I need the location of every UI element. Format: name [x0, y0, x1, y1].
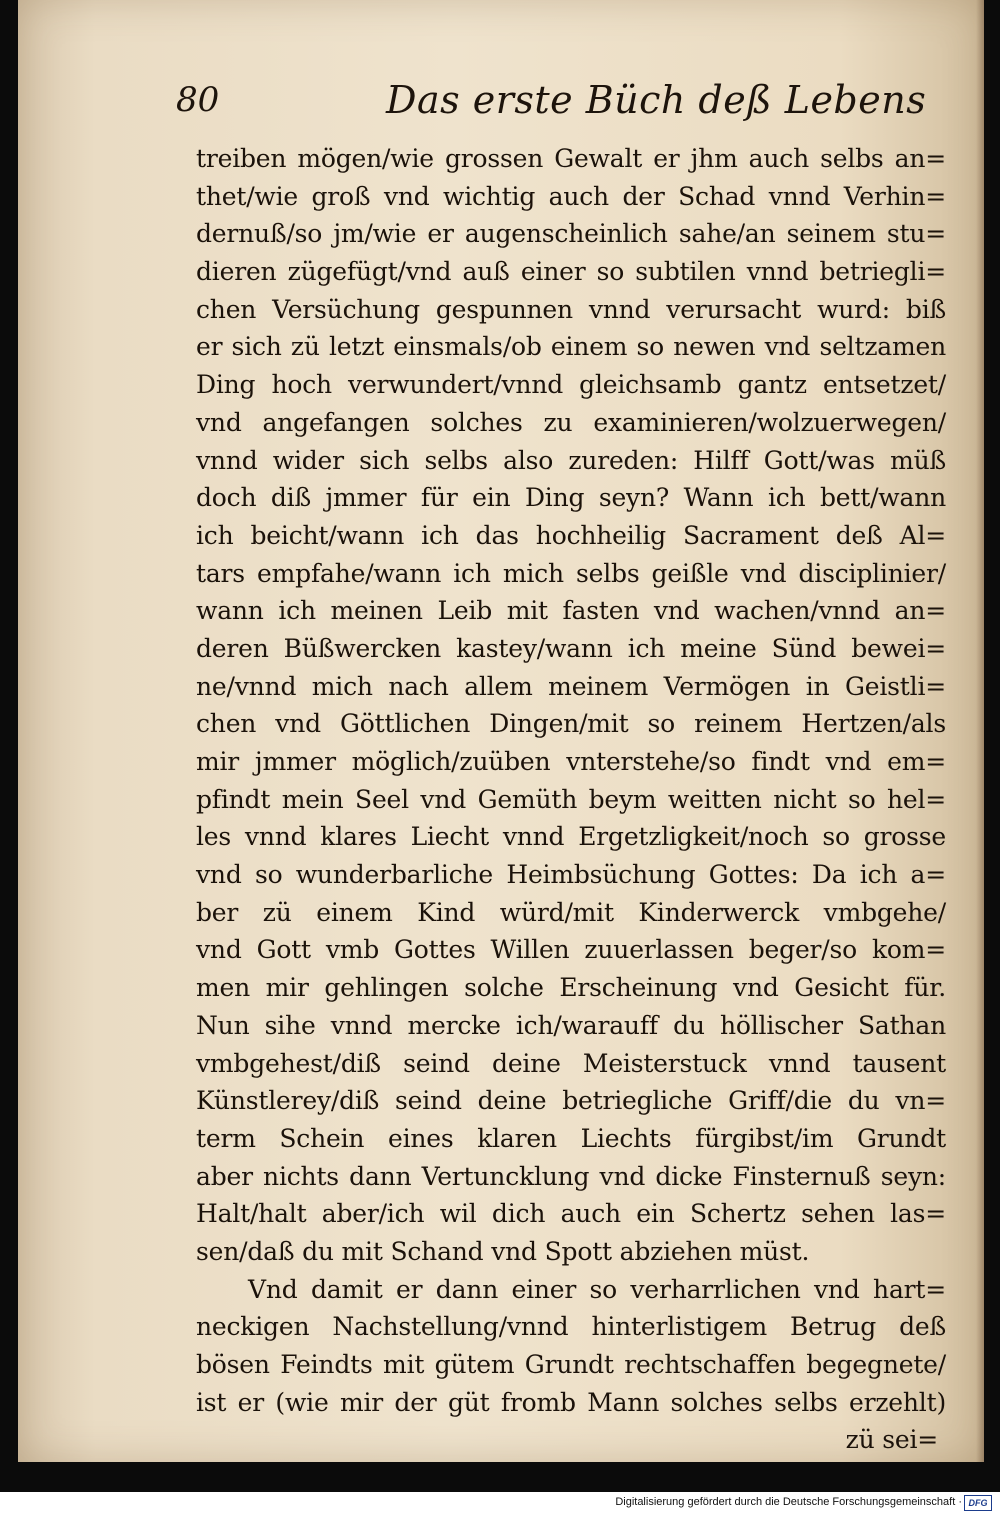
page-header: [176, 78, 956, 138]
dfg-logo-text: DFG: [968, 1498, 988, 1508]
text-line: les vnnd klares Liecht vnnd Ergetzligkeit/noch so grosse: [196, 822, 946, 852]
text-line: wann ich meinen Leib mit fasten vnd wachen/vnnd an=: [196, 596, 946, 626]
text-line: doch diß jmmer für ein Ding seyn? Wann ich bett/wann: [196, 483, 946, 513]
text-line-paragraph-start: Vnd damit er dann einer so verharrlichen vnd hart=: [248, 1274, 946, 1304]
text-line: vnnd wider sich selbs also zureden: Hilff Gott/was müß: [196, 445, 946, 475]
page-edge-shadow: [976, 0, 984, 1462]
text-line: vnd Gott vmb Gottes Willen zuuerlassen beger/so kom=: [196, 935, 946, 965]
text-line: deren Büßwercken kastey/wann ich meine Sünd bewei=: [196, 633, 946, 663]
text-line: vnd so wunderbarliche Heimbsüchung Gottes: Da ich a=: [196, 860, 946, 890]
text-line: mir jmmer möglich/zuüben vnterstehe/so findt vnd em=: [196, 747, 946, 776]
dfg-logo-icon: [964, 1495, 992, 1511]
text-line: neckigen Nachstellung/vnnd hinterlistigem Betrug deß: [196, 1312, 946, 1342]
text-line: Halt/halt aber/ich wil dich auch ein Schertz sehen las=: [196, 1199, 946, 1229]
text-line: Künstlerey/diß seind deine betriegliche Griff/die du vn=: [196, 1086, 946, 1116]
running-title: Das erste Büch deß Lebens: [386, 78, 927, 122]
text-line: Ding hoch verwundert/vnnd gleichsamb gantz entsetzet/: [196, 370, 946, 400]
text-line: vnd angefangen solches zu examinieren/wolzuerwegen/: [196, 407, 946, 437]
text-line: Nun sihe vnnd mercke ich/warauff du höllischer Sathan: [196, 1010, 946, 1040]
text-line: sen/daß du mit Schand vnd Spott abziehen müst.: [196, 1236, 810, 1266]
body-text: [196, 140, 946, 1459]
text-line: tars empfahe/wann ich mich selbs geißle vnd disciplinier/: [196, 558, 946, 588]
text-line: aber nichts dann Vertuncklung vnd dicke Finsternuß seyn:: [196, 1161, 946, 1191]
text-line: er sich zü letzt einsmals/ob einem so newen vnd seltzamen: [196, 332, 946, 362]
text-line: pfindt mein Seel vnd Gemüth beym weitten nicht so hel=: [196, 784, 946, 814]
funding-credit: Digitalisierung gefördert durch die Deutsche Forschungsgemeinschaft ·: [615, 1496, 962, 1508]
text-line: thet/wie groß vnd wichtig auch der Schad vnnd Verhin=: [196, 181, 946, 211]
text-line: chen Versüchung gespunnen vnnd verursacht wurd: biß: [196, 294, 946, 324]
book-page: [18, 0, 984, 1462]
text-line: term Schein eines klaren Liechts fürgibst/im Grundt: [196, 1123, 946, 1153]
text-line: dernuß/so jm/wie er augenscheinlich sahe/an seinem stu=: [196, 219, 946, 249]
text-line: treiben mögen/wie grossen Gewalt er jhm auch selbs an=: [196, 144, 946, 173]
text-line: ber zü einem Kind würd/mit Kinderwerck vmbgehe/: [196, 897, 946, 927]
text-line: ist er (wie mir der güt fromb Mann solches selbs erzehlt): [196, 1387, 946, 1417]
footer-bar: [0, 1492, 1000, 1515]
text-line: bösen Feindts mit gütem Grundt rechtschaffen begegnete/: [196, 1350, 946, 1379]
text-line: vmbgehest/diß seind deine Meisterstuck vnnd tausent: [196, 1048, 946, 1078]
catchword: zü sei=: [845, 1425, 938, 1455]
text-line: men mir gehlingen solche Erscheinung vnd Gesicht für.: [196, 973, 946, 1003]
text-line: ich beicht/wann ich das hochheilig Sacrament deß Al=: [196, 520, 946, 550]
text-line: ne/vnnd mich nach allem meinem Vermögen in Geistli=: [196, 671, 946, 701]
page-number: 80: [176, 80, 220, 120]
text-line: dieren zügefügt/vnd auß einer so subtilen vnnd betriegli=: [196, 257, 946, 287]
text-line: chen vnd Göttlichen Dingen/mit so reinem Hertzen/als: [196, 709, 946, 739]
